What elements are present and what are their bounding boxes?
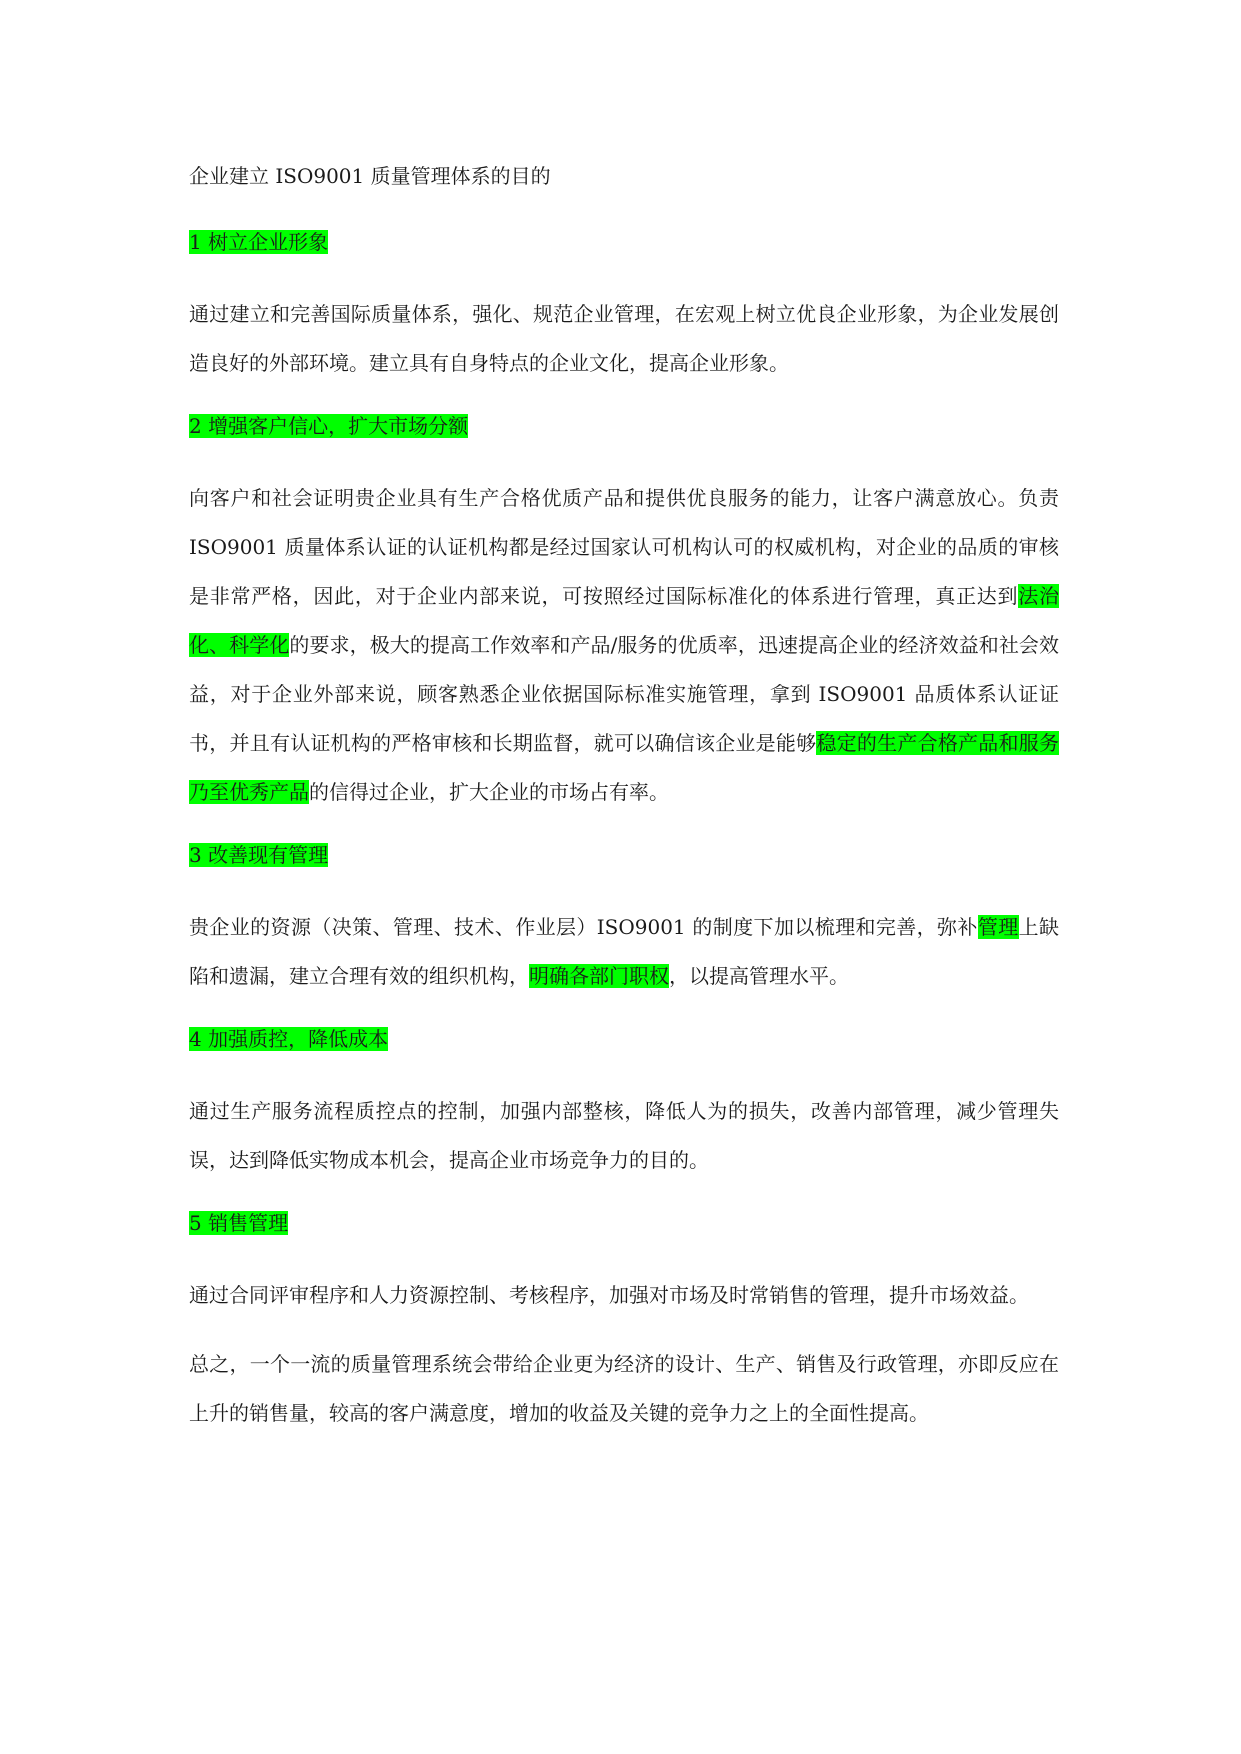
section-heading-text: 5 销售管理: [189, 1211, 289, 1235]
section-paragraph: [189, 474, 1059, 817]
conclusion-text: 总之，一个一流的质量管理系统会带给企业更为经济的设计、生产、销售及行政管理，亦即反应在上升的销售量，较高的客户满意度，增加的收益及关键的竞争力之上的全面性提高。: [189, 1352, 1059, 1425]
paragraph-text: 的要求，极大的提高工作效率和产品/服务的优质率，迅速提高企业的经济效益和社会效益，对于企业外部来说，顾客熟悉企业依据国际标准实施管理，拿到 ISO9001 品质体系认证证书，并且有认证机构的严格审核和长期监督，就可以确信该企业是能够: [189, 633, 1060, 755]
section-heading: [189, 408, 1059, 444]
section-heading: [189, 1021, 1059, 1057]
highlighted-text: 法治化、科学化: [189, 584, 1060, 657]
paragraph-text: 向客户和社会证明贵企业具有生产合格优质产品和提供优良服务的能力，让客户满意放心。负责 ISO9001 质量体系认证的认证机构都是经过国家认可机构认可的权威机构，对企业的品质的审核是非常严格，因此，对于企业内部来说，可按照经过国际标准化的体系进行管理，真正达到: [189, 486, 1059, 608]
section-paragraph: [189, 903, 1059, 1001]
paragraph-text: 贵企业的资源（决策、管理、技术、作业层）ISO9001 的制度下加以梳理和完善，弥补: [189, 915, 978, 939]
section-heading-text: 3 改善现有管理: [189, 843, 329, 867]
document-content: [189, 158, 1059, 1458]
document-title: 企业建立 ISO9001 质量管理体系的目的: [189, 164, 551, 188]
highlighted-text: 明确各部门职权: [529, 964, 669, 988]
paragraph-text: ，以提高管理水平。: [669, 964, 849, 988]
section-heading: [189, 1205, 1059, 1241]
section-heading-text: 1 树立企业形象: [189, 230, 329, 254]
section-heading: [189, 837, 1059, 873]
conclusion-paragraph: [189, 1340, 1059, 1438]
section-heading-text: 2 增强客户信心，扩大市场分额: [189, 414, 469, 438]
section-paragraph: [189, 1271, 1059, 1320]
paragraph-text: 上缺陷和遗漏，建立合理有效的组织机构，: [189, 915, 1059, 988]
paragraph-text: 通过建立和完善国际质量体系，强化、规范企业管理，在宏观上树立优良企业形象，为企业发展创造良好的外部环境。建立具有自身特点的企业文化，提高企业形象。: [189, 302, 1059, 375]
paragraph-text: 通过合同评审程序和人力资源控制、考核程序，加强对市场及时常销售的管理，提升市场效益。: [189, 1283, 1029, 1307]
section-paragraph: [189, 1087, 1059, 1185]
paragraph-text: 的信得过企业，扩大企业的市场占有率。: [309, 780, 669, 804]
paragraph-text: 通过生产服务流程质控点的控制，加强内部整核，降低人为的损失，改善内部管理，减少管理失误，达到降低实物成本机会，提高企业市场竞争力的目的。: [189, 1099, 1059, 1172]
highlighted-text: 稳定的生产合格产品和服务乃至优秀产品: [189, 731, 1060, 804]
section-heading-text: 4 加强质控，降低成本: [189, 1027, 389, 1051]
section-paragraph: [189, 290, 1059, 388]
highlighted-text: 管理: [977, 915, 1019, 939]
section-heading: [189, 224, 1059, 260]
